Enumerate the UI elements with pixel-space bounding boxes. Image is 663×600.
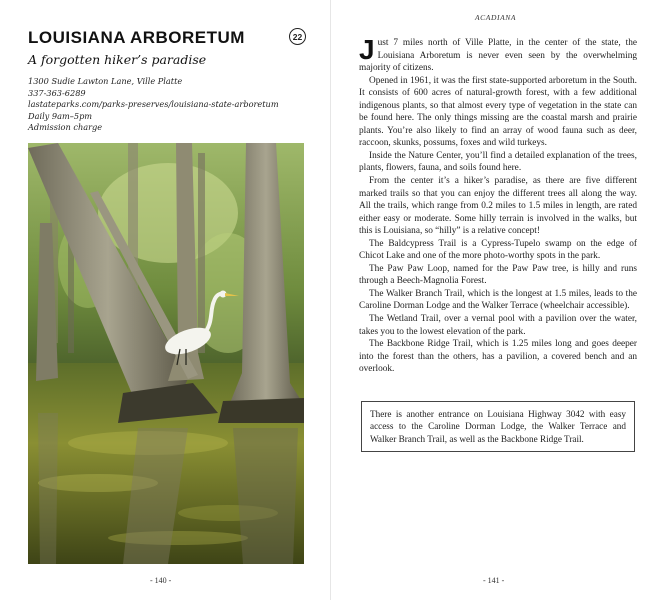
paragraph: The Baldcypress Trail is a Cypress-Tupelo swamp on the edge of Chicot Lake and one of the more photo-worthy spots in the park. [359, 238, 637, 262]
drop-cap: J [359, 34, 375, 65]
subtitle: A forgotten hiker’s paradise [28, 52, 207, 67]
article-body [359, 34, 637, 376]
running-head: ACADIANA [475, 13, 517, 22]
address: 1300 Sudie Lawton Lane, Ville Platte [28, 76, 183, 86]
entry-number-badge: 22 [289, 28, 306, 45]
paragraph: The Backbone Ridge Trail, which is 1.25 miles long and goes deeper into the forest than the others, has a pavilion, a covered bench and an overlook. [359, 339, 637, 375]
page-number: - 140 - [150, 576, 172, 585]
paragraph: Inside the Nature Center, you’ll find a detailed explanation of the trees, plants, flowers, fauna, and soils found here. [359, 150, 637, 174]
swamp-egret-photo [28, 143, 304, 564]
paragraph: Opened in 1961, it was the first state-supported arboretum in the South. It consists of 600 acres of natural-growth forest, with a few additional indigenous plants, so that almost every type of vegetation in the state can be found here. The only things missing are the coastal marsh and prairie plants. You’re also likely to find an array of wood fauna such as deer, raccoon, skunks, possums, foxes and wild turkeys. [359, 75, 637, 149]
admission-info: Admission charge [28, 122, 103, 132]
paragraph: The Walker Branch Trail, which is the longest at 1.5 miles, leads to the Caroline Dorman Lodge and the Walker Terrace (wheelchair accessible). [359, 288, 637, 312]
paragraph: The Paw Paw Loop, named for the Paw Paw tree, is hilly and runs through a Beech-Magnolia Forest. [359, 263, 637, 287]
info-block [28, 76, 279, 134]
page-title: LOUISIANA ARBORETUM [28, 28, 245, 47]
paragraph: The Wetland Trail, over a vernal pool with a pavilion over the water, takes you to the lowest elevation of the park. [359, 314, 637, 337]
phone: 337-363-6289 [28, 87, 86, 98]
paragraph: Just 7 miles north of Ville Platte, in the center of the state, the Louisiana Arboretum is never even seen by the overwhelming majority of citizens. [359, 34, 637, 74]
left-page [0, 0, 331, 600]
paragraph: From the center it’s a hiker’s paradise, as there are five different marked trails so that you can enjoy the different trees all along the way. All the trails, which range from 0.2 miles to 1.5 miles in length, are rated either easy or moderate. Some hilly terrain is involved in the walks, but this is Louisiana, so “hilly” is a relative concept! [359, 176, 637, 237]
page-number: - 141 - [483, 576, 505, 585]
right-page [331, 0, 663, 600]
callout-box: There is another entrance on Louisiana Highway 3042 with easy access to the Caroline Dorman Lodge, the Walker Terrace and Walker Branch Trail, as well as the Backbone Ridge Trail. [361, 401, 635, 452]
website-link[interactable]: lastateparks.com/parks-preserves/louisiana-state-arboretum [28, 99, 279, 109]
opening-hours: Daily 9am–5pm [28, 110, 93, 121]
